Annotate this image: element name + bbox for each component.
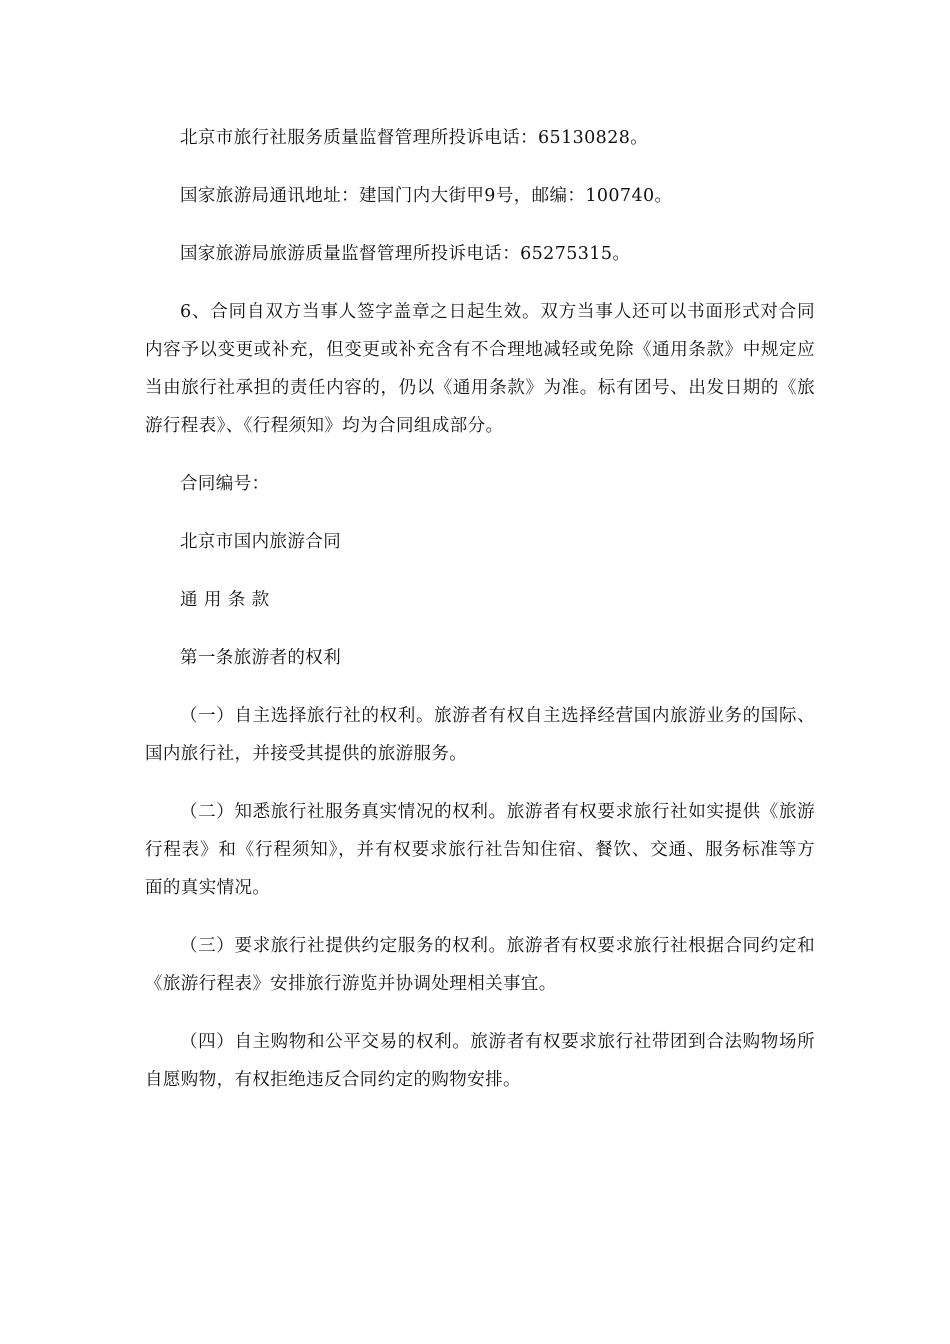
right-3-agreed-service: （三）要求旅行社提供约定服务的权利。旅游者有权要求旅行社根据合同约定和《旅游行程表》安排旅行游览并协调处理相关事宜。: [145, 936, 815, 994]
right-4-fair-shopping: （四）自主购物和公平交易的权利。旅游者有权要求旅行社带团到合法购物场所自愿购物，有权拒绝违反合同约定的购物安排。: [145, 1032, 815, 1090]
right-1-free-choice: （一）自主选择旅行社的权利。旅游者有权自主选择经营国内旅游业务的国际、国内旅行社，并接受其提供的旅游服务。: [145, 706, 815, 764]
document-body: [145, 119, 815, 1119]
contract-number-label: 合同编号：: [180, 474, 270, 494]
tourism-bureau-address: 国家旅游局通讯地址：建国门内大街甲9号，邮编：100740。: [180, 186, 673, 206]
complaint-phone-national: 国家旅游局旅游质量监督管理所投诉电话：65275315。: [180, 244, 631, 264]
article-1-heading: 第一条旅游者的权利: [180, 648, 342, 668]
general-terms-heading: 通 用 条 款: [180, 590, 270, 610]
right-2-information: （二）知悉旅行社服务真实情况的权利。旅游者有权要求旅行社如实提供《旅游行程表》和《行程须知》，并有权要求旅行社告知住宿、餐饮、交通、服务标准等方面的真实情况。: [145, 802, 815, 898]
clause-6-effectiveness: 6、合同自双方当事人签字盖章之日起生效。双方当事人还可以书面形式对合同内容予以变更或补充，但变更或补充含有不合理地减轻或免除《通用条款》中规定应当由旅行社承担的责任内容的，仍以《通用条款》为准。标有团号、出发日期的《旅游行程表》、《行程须知》均为合同组成部分。: [145, 302, 815, 436]
complaint-phone-beijing: 北京市旅行社服务质量监督管理所投诉电话：65130828。: [180, 128, 649, 148]
contract-title: 北京市国内旅游合同: [180, 532, 342, 552]
